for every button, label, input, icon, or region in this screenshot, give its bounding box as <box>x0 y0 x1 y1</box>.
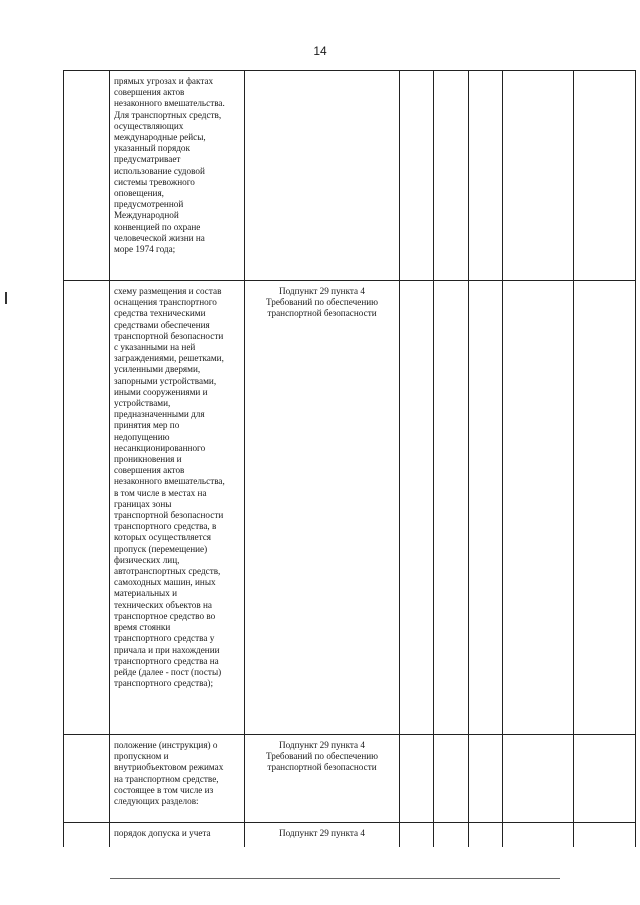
requirements-table <box>63 70 636 847</box>
answer-na-cell <box>469 71 503 281</box>
margin-mark <box>5 292 7 304</box>
notes-cell <box>574 71 636 281</box>
answer-yes-cell <box>400 735 434 823</box>
requirement-cell: схему размещения и состав оснащения транспортного средства техническими средствами обеспечения транспортной безопасности с указанными на ней заграждениями, решетками, усиленными дверями, запорными устройствами, иными сооружениями и устройствами, предназначенными для принятия мер по недопущению несанкционированного проникновения и совершения актов незаконного вмешательства, в том числе в местах на границах зоны транспортной безопасности транспортного средства, в которых осуществляется пропуск (перемещение) физических лиц, автотранспортных средств, самоходных машин, иных материальных и технических объектов на транспортное средство во время стоянки транспортного средства у причала и при нахождении транспортного средства на рейде (далее - пост (посты) транспортного средства); <box>110 281 245 735</box>
answer-no-cell <box>434 71 469 281</box>
details-cell <box>503 823 574 847</box>
reference-cell: Подпункт 29 пункта 4 Требований по обеспечению транспортной безопасности <box>245 735 400 823</box>
answer-no-cell <box>434 823 469 847</box>
details-cell <box>503 281 574 735</box>
number-cell <box>64 823 110 847</box>
table-row <box>64 735 636 823</box>
answer-no-cell <box>434 281 469 735</box>
requirement-cell: порядок допуска и учета <box>110 823 245 847</box>
table-row <box>64 71 636 281</box>
requirement-cell: положение (инструкция) о пропускном и внутриобъектовом режимах на транспортном средстве, состоящее в том числе из следующих разделов: <box>110 735 245 823</box>
requirement-cell: прямых угрозах и фактах совершения актов незаконного вмешательства. Для транспортных средств, осуществляющих международные рейсы, указанный порядок предусматривает использование судовой системы тревожного оповещения, предусмотренной Международной конвенцией по охране человеческой жизни на море 1974 года; <box>110 71 245 281</box>
details-cell <box>503 71 574 281</box>
details-cell <box>503 735 574 823</box>
number-cell <box>64 71 110 281</box>
number-cell <box>64 281 110 735</box>
table-row <box>64 823 636 847</box>
reference-cell: Подпункт 29 пункта 4 <box>245 823 400 847</box>
notes-cell <box>574 735 636 823</box>
answer-yes-cell <box>400 823 434 847</box>
page-bottom-rule <box>110 878 560 879</box>
table-row <box>64 281 636 735</box>
answer-na-cell <box>469 823 503 847</box>
answer-yes-cell <box>400 71 434 281</box>
answer-na-cell <box>469 281 503 735</box>
reference-cell: Подпункт 29 пункта 4 Требований по обеспечению транспортной безопасности <box>245 281 400 735</box>
notes-cell <box>574 823 636 847</box>
page-number: 14 <box>313 44 327 58</box>
answer-yes-cell <box>400 281 434 735</box>
reference-cell <box>245 71 400 281</box>
number-cell <box>64 735 110 823</box>
answer-no-cell <box>434 735 469 823</box>
answer-na-cell <box>469 735 503 823</box>
notes-cell <box>574 281 636 735</box>
